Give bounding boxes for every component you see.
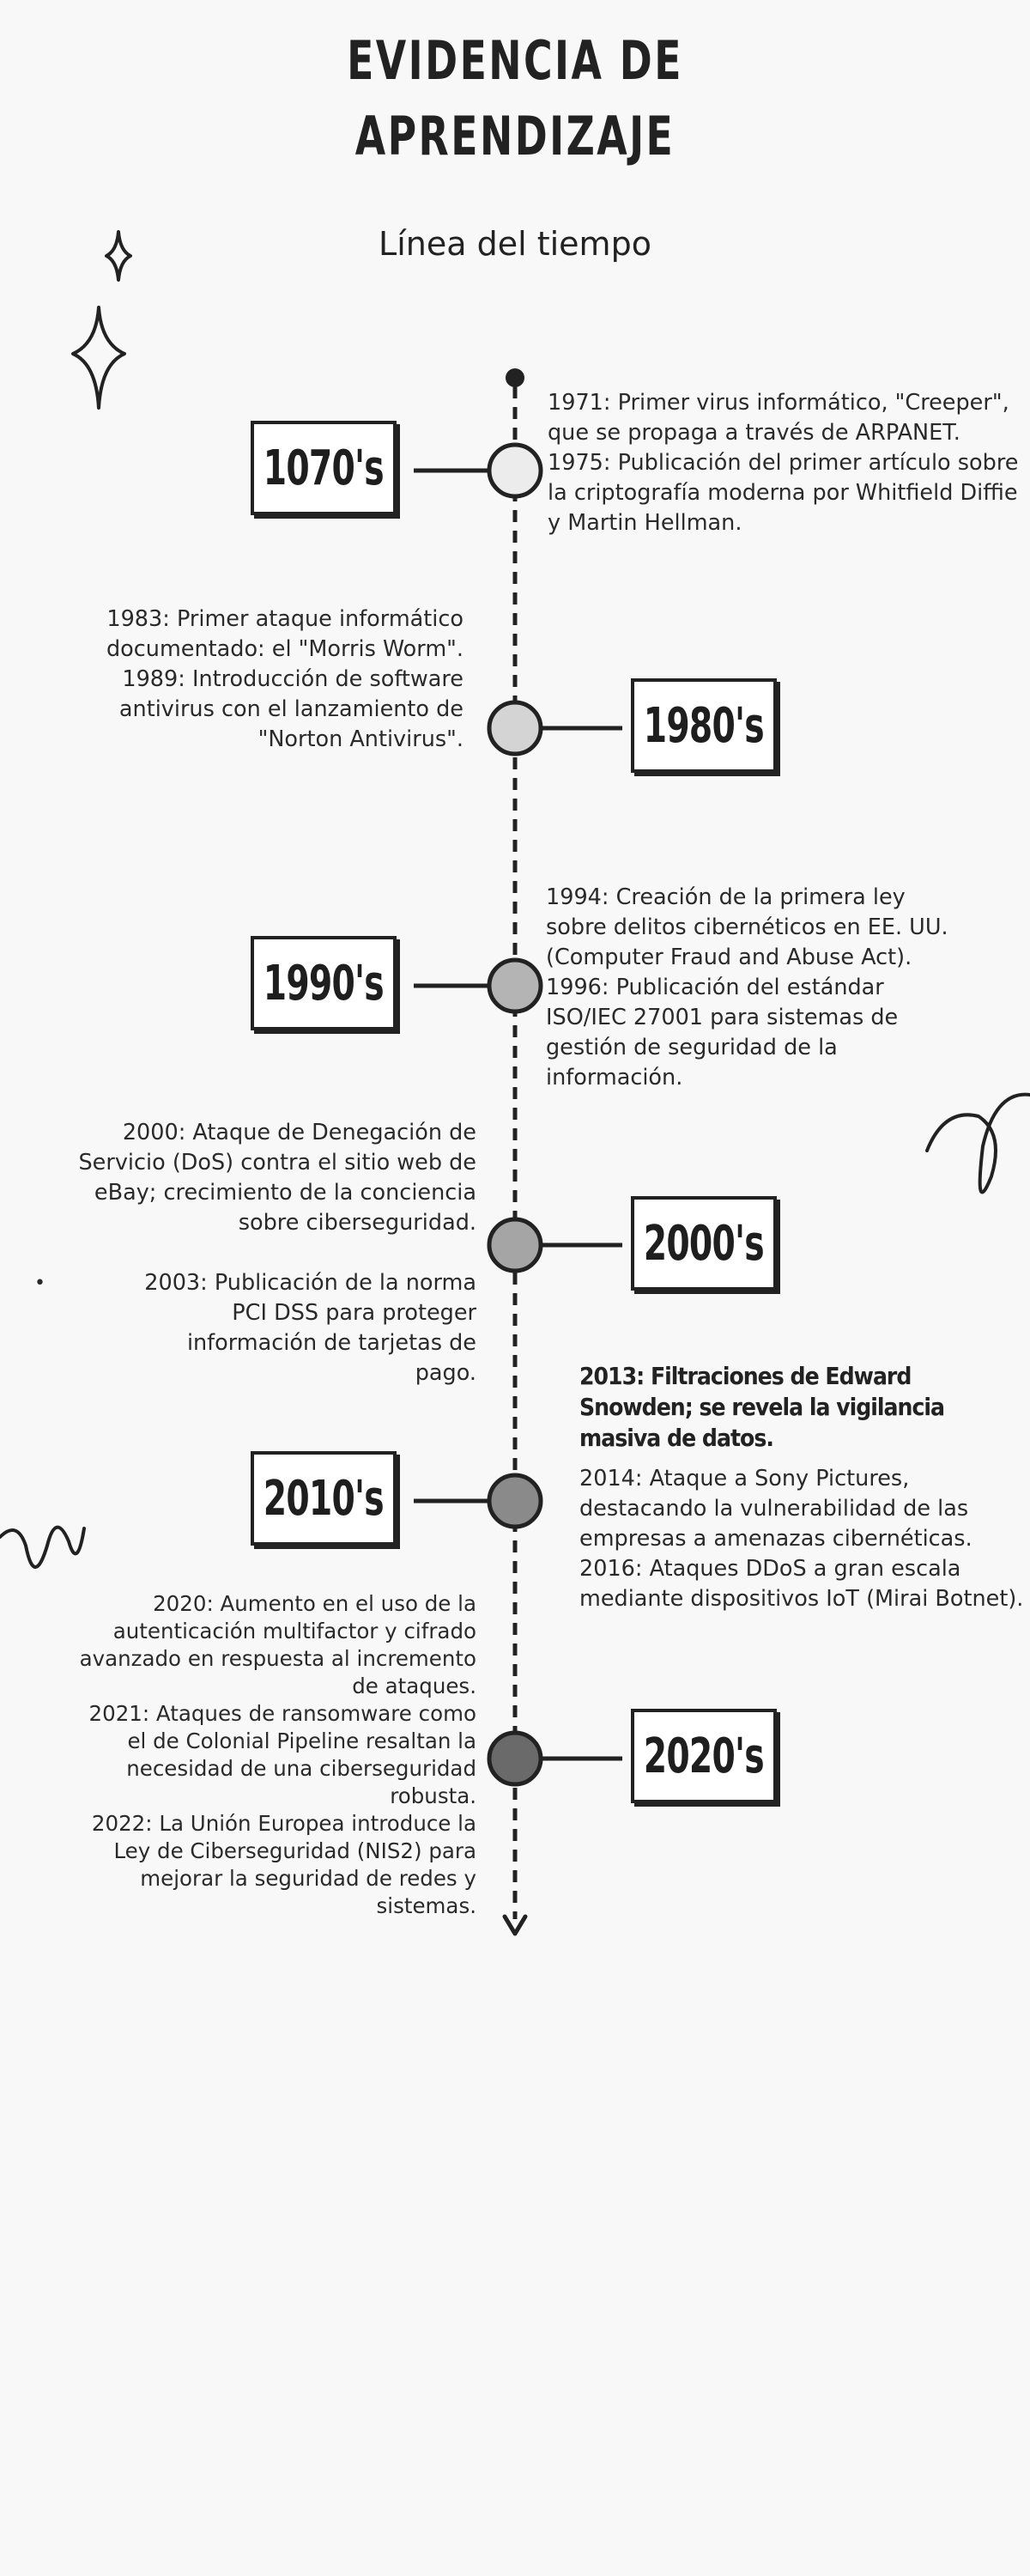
node-1970s <box>489 445 541 496</box>
events-2010s <box>579 1361 1026 1614</box>
event-text: 1996: Publicación del estándar ISO/IEC 27001 para sistemas de gestión de seguridad de la información. <box>546 975 899 1091</box>
events-1990s <box>546 883 958 1093</box>
node-2000s <box>489 1219 541 1271</box>
decade-label: 2010's <box>263 1470 385 1527</box>
decade-box-2010s <box>251 1451 397 1546</box>
decade-box-2020s <box>631 1709 777 1803</box>
event-text: • 2021: Ataques de ransomware como el de Colonial Pipeline resaltan la necesidad de una ciberseguridad robusta. <box>69 1700 476 1810</box>
decade-label: 2000's <box>643 1215 765 1272</box>
event-text: 1975: Publicación del primer artículo sobre la criptografía moderna por Whitfield Diffie y Martin Hellman. <box>548 450 1019 536</box>
timeline-start-dot <box>506 368 524 387</box>
decade-box-1980s <box>631 678 777 773</box>
squiggle-icon <box>0 1528 84 1567</box>
event-text-highlight: 2013: Filtraciones de Edward Snowden; se revela la vigilancia masiva de datos. <box>579 1362 945 1452</box>
page-subtitle: Línea del tiempo <box>379 225 651 263</box>
loop-icon <box>927 1095 1030 1193</box>
page-title-line1: EVIDENCIA DE <box>347 29 683 92</box>
sparkle-icon <box>73 232 130 408</box>
node-1980s <box>489 702 541 754</box>
event-text: 1994: Creación de la primera ley sobre delitos cibernéticos en EE. UU. (Computer Fraud and Abuse Act). <box>546 884 948 970</box>
decade-label: 1070's <box>263 440 385 496</box>
event-text: 2014: Ataque a Sony Pictures, destacando la vulnerabilidad de las empresas a amenazas cibernéticas. <box>579 1466 972 1552</box>
decade-label: 1980's <box>643 697 765 754</box>
event-text: 2016: Ataques DDoS a gran escala mediante dispositivos IoT (Mirai Botnet). <box>579 1556 1024 1612</box>
events-2000s <box>34 1118 476 1388</box>
events-1980s <box>103 605 464 755</box>
event-text: 1989: Introducción de software antivirus con el lanzamiento de "Norton Antivirus". <box>118 666 464 752</box>
event-text: 2000: Ataque de Denegación de Servicio (DoS) contra el sitio web de eBay; crecimiento de la conciencia sobre ciberseguridad. <box>78 1120 476 1236</box>
decade-label: 2020's <box>643 1728 765 1784</box>
event-text: 1971: Primer virus informático, "Creeper", que se propaga a través de ARPANET. <box>548 390 1009 446</box>
event-text: 1983: Primer ataque informático documentado: el "Morris Worm". <box>106 606 464 662</box>
decade-box-1970s <box>251 421 397 515</box>
event-text: • 2003: Publicación de la norma PCI DSS para proteger información de tarjetas de pago. <box>120 1268 476 1388</box>
events-2020s <box>69 1590 476 1920</box>
node-2020s <box>489 1733 541 1784</box>
node-2010s <box>489 1475 541 1527</box>
page-title-line2: APRENDIZAJE <box>354 105 676 167</box>
event-text: • 2022: La Unión Europea introduce la Ley de Ciberseguridad (NIS2) para mejorar la seguridad de redes y sistemas. <box>69 1810 476 1920</box>
decade-box-1990s <box>251 936 397 1030</box>
decade-box-2000s <box>631 1196 777 1291</box>
events-1970s <box>548 388 1028 538</box>
node-1990s <box>489 960 541 1012</box>
event-text: • 2020: Aumento en el uso de la autenticación multifactor y cifrado avanzado en respuesta al incremento de ataques. <box>69 1590 476 1700</box>
decade-label: 1990's <box>263 955 385 1012</box>
